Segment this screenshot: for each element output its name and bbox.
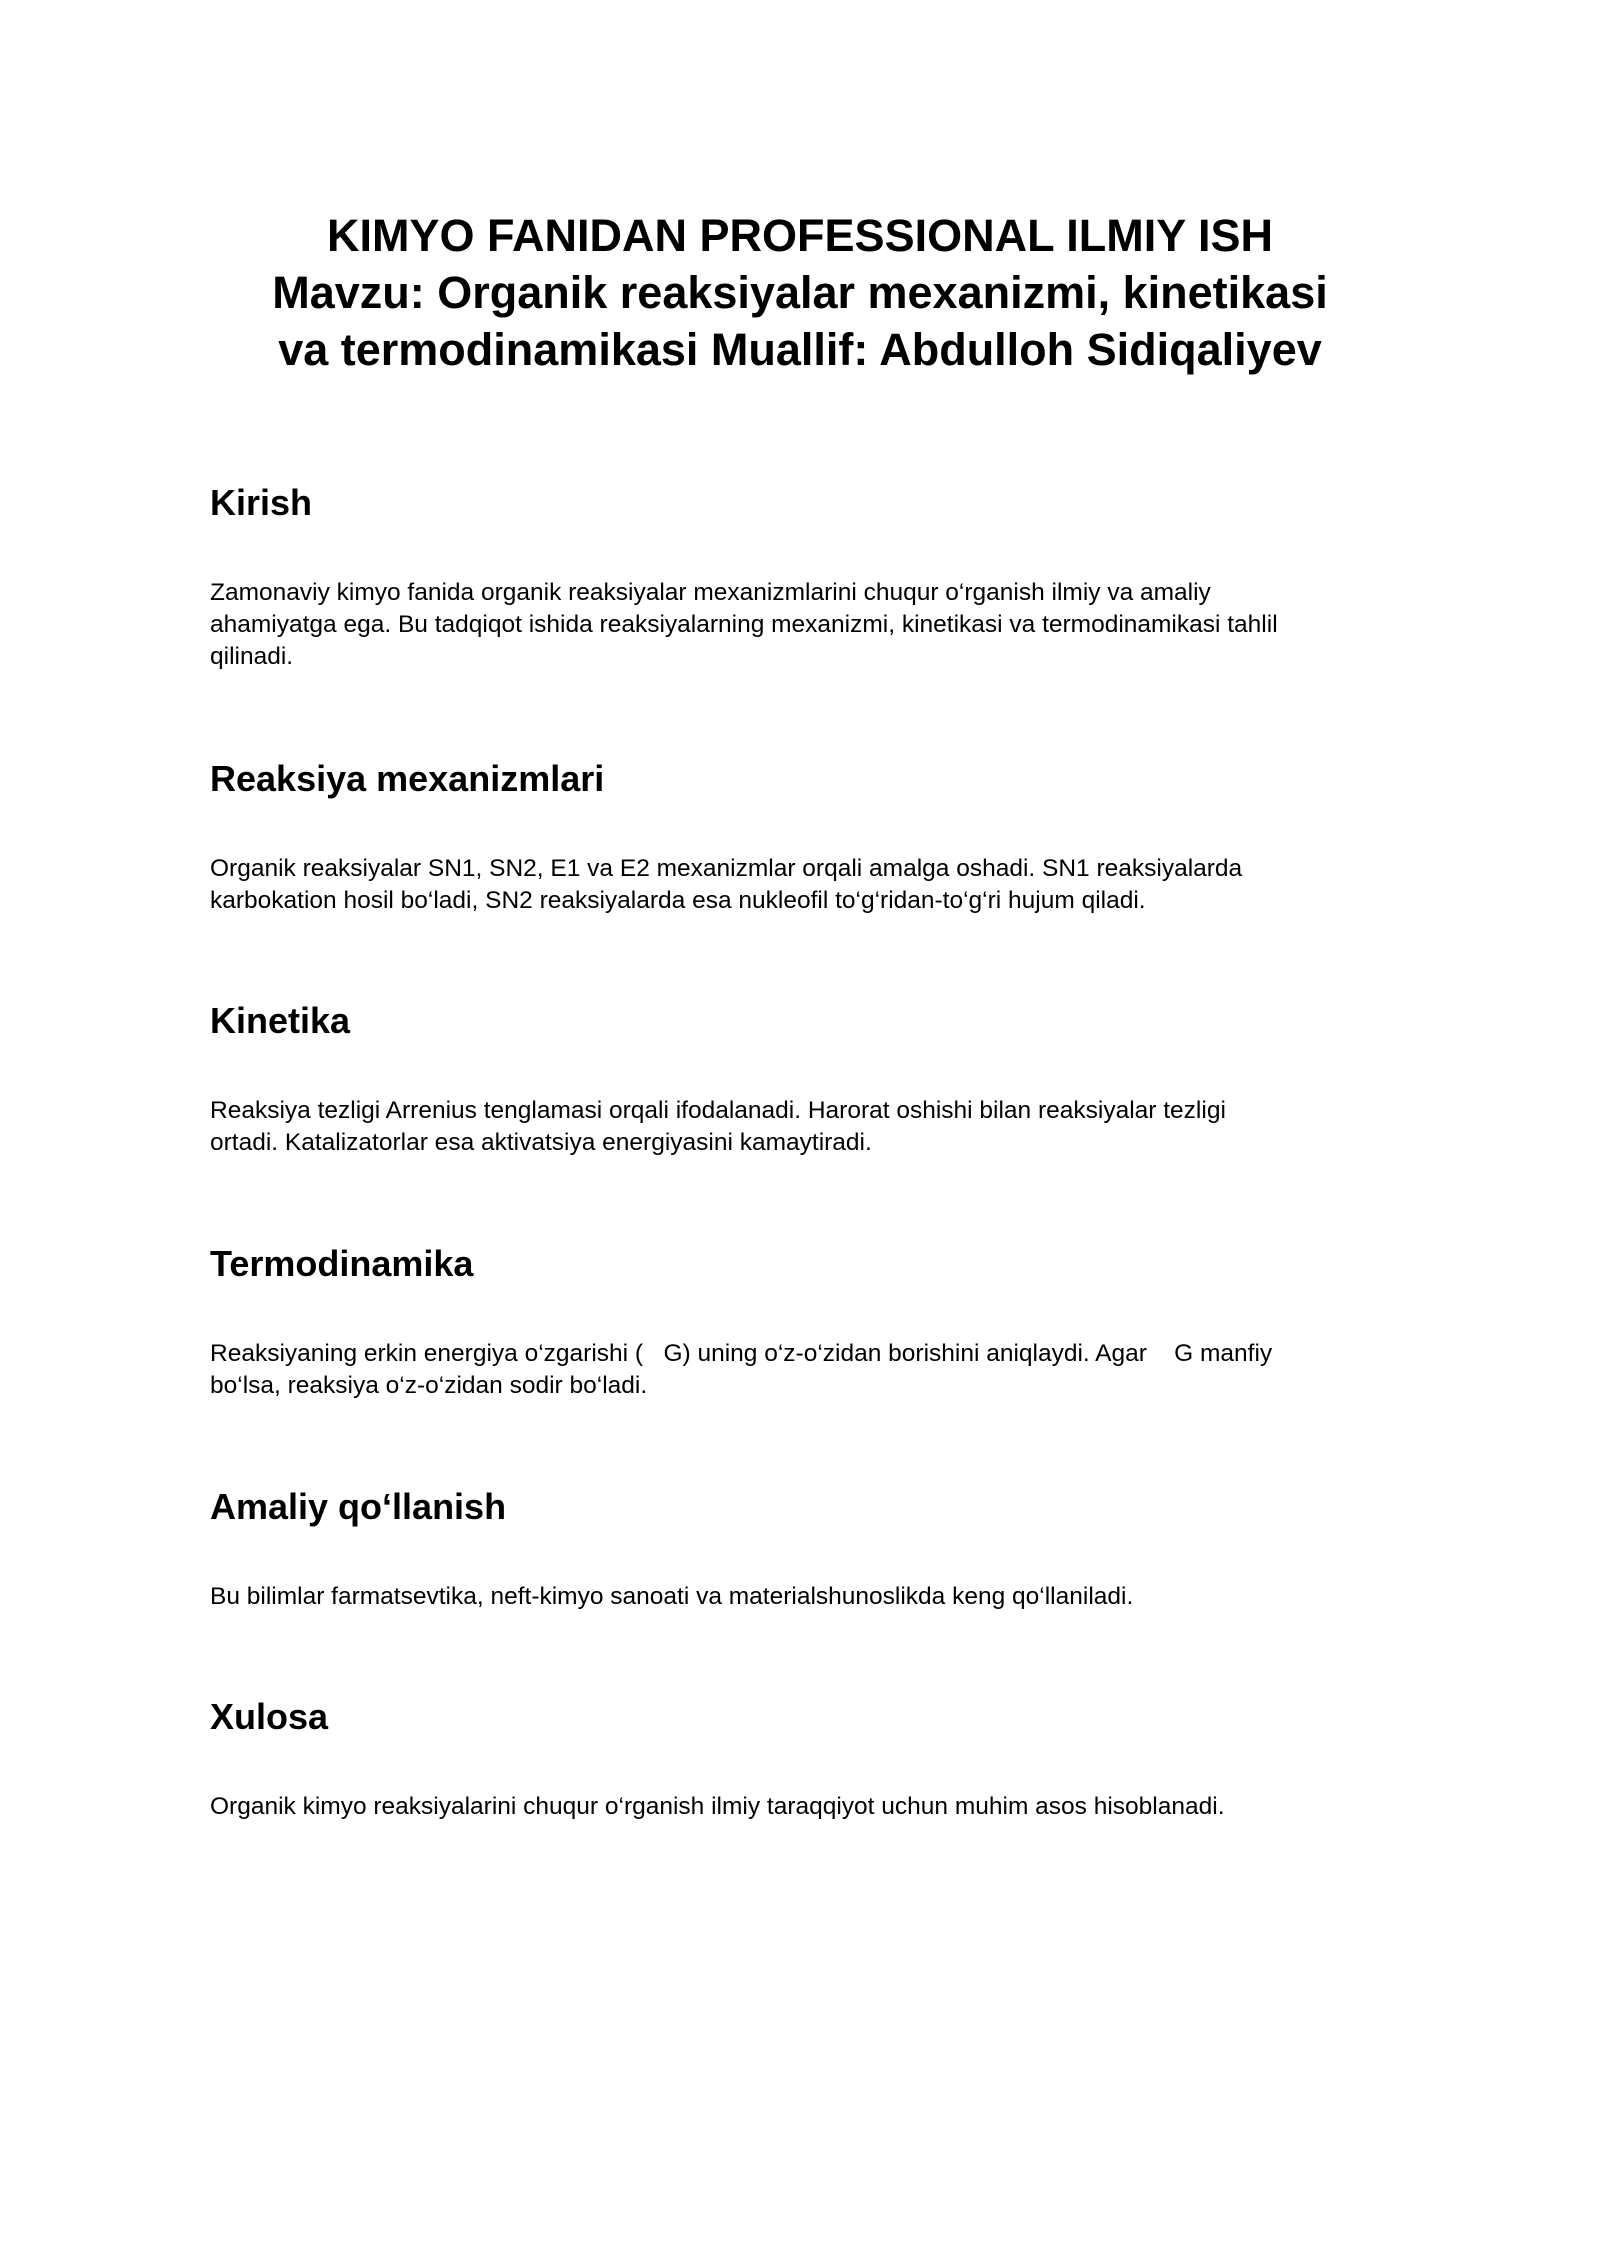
- section-kinetika: [210, 999, 1400, 1159]
- section-heading: Kirish: [210, 482, 313, 523]
- paragraph-line: Reaksiya tezligi Arrenius tenglamasi orqali ifodalanadi. Harorat oshishi bilan reaksiyalar tezligi: [210, 1097, 1226, 1124]
- paragraph-line: bo‘lsa, reaksiya o‘z-o‘zidan sodir bo‘ladi.: [210, 1372, 648, 1399]
- section-xulosa: [210, 1695, 1400, 1823]
- paragraph-line: ahamiyatga ega. Bu tadqiqot ishida reaksiyalarning mexanizmi, kinetikasi va termodinamikasi tahlil: [210, 611, 1278, 638]
- paragraph-line: Organik kimyo reaksiyalarini chuqur o‘rganish ilmiy taraqqiyot uchun muhim asos hisoblanadi.: [210, 1793, 1225, 1820]
- paragraph-line: ortadi. Katalizatorlar esa aktivatsiya energiyasini kamaytiradi.: [210, 1129, 872, 1156]
- section-heading: Termodinamika: [210, 1243, 474, 1284]
- section-paragraph: [210, 1095, 1400, 1159]
- title-line: va termodinamikasi Muallif: Abdulloh Sidiqaliyev: [278, 324, 1322, 375]
- section-paragraph: [210, 1791, 1400, 1823]
- section-heading: Reaksiya mexanizmlari: [210, 758, 605, 799]
- section-paragraph: [210, 1581, 1400, 1613]
- section-heading: Xulosa: [210, 1696, 329, 1737]
- section-paragraph: [210, 577, 1400, 673]
- paragraph-line: Organik reaksiyalar SN1, SN2, E1 va E2 mexanizmlar orqali amalga oshadi. SN1 reaksiyalarda: [210, 855, 1243, 882]
- section-heading: Kinetika: [210, 1000, 351, 1041]
- section-paragraph: [210, 1338, 1400, 1402]
- section-paragraph: [210, 853, 1400, 917]
- paragraph-line: Zamonaviy kimyo fanida organik reaksiyalar mexanizmlarini chuqur o‘rganish ilmiy va amaliy: [210, 579, 1211, 606]
- paragraph-line: Bu bilimlar farmatsevtika, neft-kimyo sanoati va materialshunoslikda keng qo‘llaniladi.: [210, 1583, 1134, 1610]
- section-kirish: [210, 481, 1400, 673]
- document-title: [200, 207, 1400, 378]
- paragraph-line: karbokation hosil bo‘ladi, SN2 reaksiyalarda esa nukleofil to‘g‘ridan-to‘g‘ri hujum qiladi.: [210, 887, 1146, 914]
- section-reaksiya-mexanizmlari: [210, 757, 1400, 917]
- section-termodinamika: [210, 1242, 1400, 1402]
- section-amaliy-qollanish: [210, 1485, 1400, 1613]
- paragraph-line: Reaksiyaning erkin energiya o‘zgarishi ( G) uning o‘z-o‘zidan borishini aniqlaydi. Agar G manfiy: [210, 1340, 1273, 1367]
- title-line: KIMYO FANIDAN PROFESSIONAL ILMIY ISH: [327, 210, 1273, 261]
- title-line: Mavzu: Organik reaksiyalar mexanizmi, kinetikasi: [272, 267, 1328, 318]
- section-heading: Amaliy qo‘llanish: [210, 1486, 507, 1527]
- paragraph-line: qilinadi.: [210, 643, 294, 670]
